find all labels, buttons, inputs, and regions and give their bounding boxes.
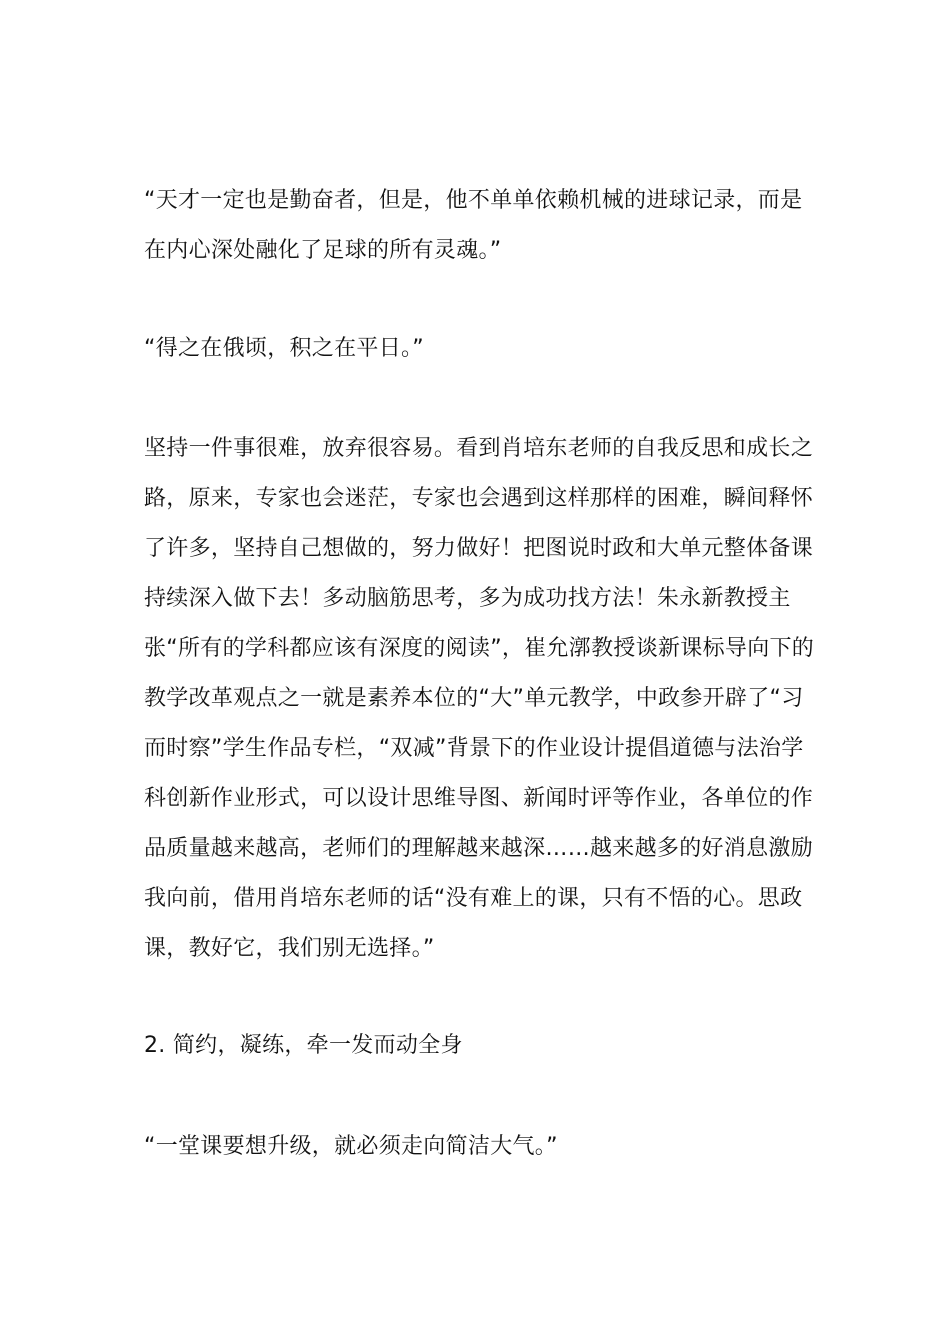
reflection-paragraph: 坚持一件事很难，放弃很容易。看到肖培东老师的自我反思和成长之路，原来，专家也会迷茫，专家也会遇到这样那样的困难，瞬间释怀了许多，坚持自己想做的，努力做好！把图说时政和大单元整体备课持续深入做下去！多动脑筋思考，多为成功找方法！朱永新教授主张“所有的学科都应该有深度的阅读”，崔允漷教授谈新课标导向下的教学改革观点之一就是素养本位的“大”单元教学，中政参开辟了“习而时察”学生作品专栏，“双减”背景下的作业设计提倡道德与法治学科创新作业形式，可以设计思维导图、新闻时评等作业，各单位的作品质量越来越高，老师们的理解越来越深……越来越多的好消息激励我向前，借用肖培东老师的话“没有难上的课，只有不悟的心。思政课，教好它，我们别无选择。” (144, 436, 815, 961)
section-heading: 2. 简约，凝练，牵一发而动全身 (144, 1033, 463, 1058)
quote-concise-class: “一堂课要想升级，就必须走向简洁大气。” (144, 1134, 558, 1159)
quote-accumulate: “得之在俄顷，积之在平日。” (144, 336, 424, 361)
quote-genius: “天才一定也是勤奋者，但是，他不单单依赖机械的进球记录，而是在内心深处融化了足球的所有灵魂。” (144, 188, 803, 263)
